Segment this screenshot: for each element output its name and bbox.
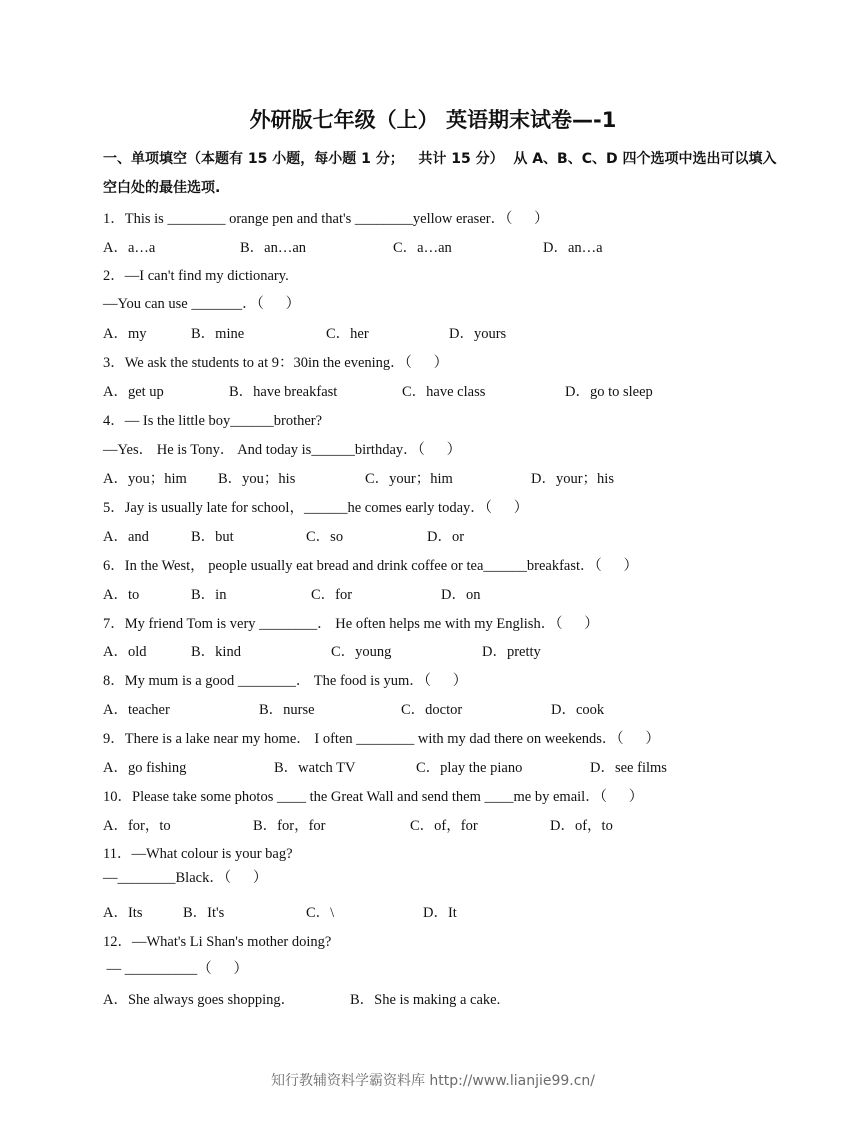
question-11-stem: 11．—What colour is your bag? bbox=[103, 846, 293, 862]
question-1-stem: 1．This is ________ orange pen and that's ________yellow eraser．（ ） bbox=[103, 211, 549, 227]
question-4-response: —Yes． He is Tony． And today is______birthday．（ ） bbox=[103, 442, 462, 458]
q11-option-d: D．It bbox=[423, 905, 457, 921]
q12-option-a: A．She always goes shopping． bbox=[103, 992, 296, 1008]
q1-option-a: A．a…a bbox=[103, 240, 156, 256]
q7-option-c: C．young bbox=[331, 644, 392, 660]
question-3-stem: 3．We ask the students to at 9：30in the evening．（ ） bbox=[103, 355, 449, 371]
q9-option-d: D．see films bbox=[590, 760, 667, 776]
question-4-stem: 4．— Is the little boy______brother? bbox=[103, 413, 323, 429]
q11-option-c: C．\ bbox=[306, 905, 335, 921]
question-2-stem: 2．—I can't find my dictionary. bbox=[103, 268, 289, 284]
q11-option-b: B．It's bbox=[183, 905, 225, 921]
q2-option-a: A．my bbox=[103, 326, 147, 342]
q1-option-d: D．an…a bbox=[543, 240, 603, 256]
q2-option-d: D．yours bbox=[449, 326, 507, 342]
q5-option-c: C．so bbox=[306, 529, 344, 545]
q8-option-b: B．nurse bbox=[259, 702, 315, 718]
question-2-response: —You can use _______．（ ） bbox=[103, 296, 301, 312]
q6-option-c: C．for bbox=[311, 587, 353, 603]
question-6-stem: 6．In the West， people usually eat bread and drink coffee or tea______breakfast．（ ） bbox=[103, 558, 639, 574]
q6-option-a: A．to bbox=[103, 587, 140, 603]
q1-option-c: C．a…an bbox=[393, 240, 452, 256]
q4-option-a: A．you；him bbox=[103, 471, 187, 487]
q11-option-a: A．Its bbox=[103, 905, 143, 921]
footer-watermark: 知行教辅资料学霸资料库 http://www.lianjie99.cn/ bbox=[270, 1073, 596, 1089]
q8-option-c: C．doctor bbox=[401, 702, 463, 718]
question-10-stem: 10．Please take some photos ____ the Great Wall and send them ____me by email．（ ） bbox=[103, 789, 644, 805]
question-9-stem: 9．There is a lake near my home． I often ________ with my dad there on weekends．（ ） bbox=[103, 731, 660, 747]
question-5-stem: 5．Jay is usually late for school，______he comes early today．（ ） bbox=[103, 500, 529, 516]
q4-option-b: B．you；his bbox=[218, 471, 296, 487]
q4-option-d: D．your；his bbox=[531, 471, 614, 487]
q10-option-a: A．for，to bbox=[103, 818, 171, 834]
q7-option-d: D．pretty bbox=[482, 644, 541, 660]
question-7-stem: 7．My friend Tom is very ________． He often helps me with my English．（ ） bbox=[103, 616, 599, 632]
q3-option-d: D．go to sleep bbox=[565, 384, 653, 400]
page-title: 外研版七年级（上） 英语期末试卷—-1 bbox=[249, 108, 617, 132]
q7-option-a: A．old bbox=[103, 644, 147, 660]
q3-option-c: C．have class bbox=[402, 384, 486, 400]
q6-option-d: D．on bbox=[441, 587, 481, 603]
question-12-stem: 12．—What's Li Shan's mother doing? bbox=[103, 934, 332, 950]
q8-option-d: D．cook bbox=[551, 702, 605, 718]
q5-option-a: A．and bbox=[103, 529, 149, 545]
q10-option-b: B．for，for bbox=[253, 818, 326, 834]
q10-option-d: D．of，to bbox=[550, 818, 613, 834]
q5-option-b: B．but bbox=[191, 529, 234, 545]
q2-option-c: C．her bbox=[326, 326, 369, 342]
q4-option-c: C．your；him bbox=[365, 471, 453, 487]
question-11-response: —________Black．（ ） bbox=[103, 870, 268, 886]
section-heading-line-2: 空白处的最佳选项. bbox=[103, 180, 221, 196]
q1-option-b: B．an…an bbox=[240, 240, 307, 256]
q7-option-b: B．kind bbox=[191, 644, 241, 660]
q2-option-b: B．mine bbox=[191, 326, 245, 342]
q10-option-c: C．of，for bbox=[410, 818, 478, 834]
q9-option-a: A．go fishing bbox=[103, 760, 187, 776]
q5-option-d: D．or bbox=[427, 529, 465, 545]
section-heading-line-1: 一、单项填空（本题有 15 小题，每小题 1 分； 共计 15 分） 从 A、B、C、D 四个选项中选出可以填入 bbox=[103, 151, 777, 167]
q12-option-b: B．She is making a cake. bbox=[350, 992, 501, 1008]
q3-option-b: B．have breakfast bbox=[229, 384, 338, 400]
q8-option-a: A．teacher bbox=[103, 702, 170, 718]
question-8-stem: 8．My mum is a good ________． The food is yum．（ ） bbox=[103, 673, 468, 689]
q9-option-b: B．watch TV bbox=[274, 760, 356, 776]
question-12-response: — __________（ ） bbox=[103, 961, 248, 977]
q3-option-a: A．get up bbox=[103, 384, 164, 400]
q9-option-c: C．play the piano bbox=[416, 760, 523, 776]
q6-option-b: B．in bbox=[191, 587, 227, 603]
